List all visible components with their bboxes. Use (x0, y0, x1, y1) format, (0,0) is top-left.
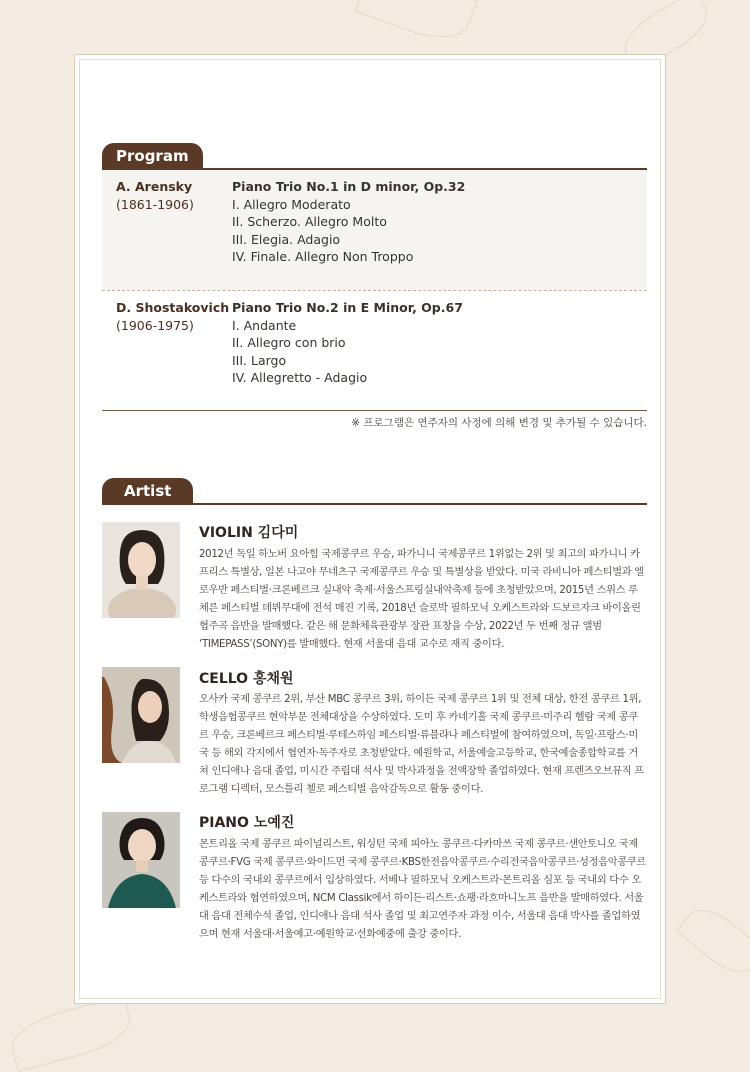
piece-title: Piano Trio No.1 in D minor, Op.32 (232, 179, 466, 194)
program-bottom-rule (102, 410, 647, 411)
movement: II. Scherzo. Allegro Molto (232, 214, 387, 229)
program-note: ※ 프로그램은 연주자의 사정에 의해 변경 및 추가될 수 있습니다. (351, 417, 647, 429)
movement: IV. Finale. Allegro Non Troppo (232, 249, 414, 264)
piece-title: Piano Trio No.2 in E Minor, Op.67 (232, 300, 463, 315)
program-item-1 (102, 170, 647, 290)
composer-years: (1906-1975) (116, 318, 194, 333)
background-leaf-decoration (6, 995, 136, 1072)
artist-heading: CELLO 홍채원 (199, 671, 294, 687)
movement: III. Elegia. Adagio (232, 231, 341, 247)
artist-heading: PIANO 노예진 (199, 815, 295, 831)
program-section-tab: Program (102, 143, 203, 169)
composer-block (116, 299, 229, 335)
artist-bio: 몬트리올 국제 콩쿠르 파이널리스트, 워싱턴 국제 피아노 콩쿠르·다카마쓰 국제 콩쿠르·샌안토니오 국제 콩쿠르·FVG 국제 콩쿠르·와이드먼 국제 콩쿠르·KBS한전음악콩쿠르·수리전국음악콩쿠르·성정음악콩쿠르 등 다수의 국내외 콩쿠르에서 입상하였다. 서베나 필하모닉 오케스트라·몬트리올 심포 등 국내외 다수 오케스트라와 협연하였으며, NCM Classik에서 하이든·리스트·쇼팽·라흐마니노프 음반을 발매하였다. 서울대 음대 전체수석 졸업, 인디애나 음대 석사 졸업 및 최고연주자 과정 이수, 서울대 음대 박사를 졸업하였으며 현재 서울대·서울예고·예원학교·선화예중에 출강 중이다. (199, 839, 646, 940)
artist-bio: 2012년 독일 하노버 요아힘 국제콩쿠르 우승, 파가니니 국제콩쿠르 1위없는 2위 및 최고의 파가니니 카프리스 특별상, 일본 나고야 무네츠구 국제콩쿠르 우승 및 특별상을 받았다. 미국 라비니아 페스티벌과 엘로우반 페스티벌·크론베르크 실내악 축제·서울스프링실내악축제 등에 초청받았으며, 2015년 스위스 루체른 페스티벌 데뷔무대에 전석 매진 기록, 2018년 슬로박 필하모닉 오케스트라와 드보르자크 바이올린 협주곡 음반을 발매했다. 같은 해 문화체육관광부 장관 표창을 수상, 2022년 두 번째 정규 앨범 ‘TIMEPASS’(SONY)를 발매했다. 현재 서울대 음대 교수로 재직 중이다. (199, 549, 644, 650)
composer-years: (1861-1906) (116, 197, 194, 212)
composer-block (116, 178, 194, 214)
cellist-photo (102, 667, 180, 763)
movement: II. Allegro con brio (232, 335, 346, 350)
piece-block (232, 299, 463, 387)
artist-heading: VIOLIN 김다미 (199, 525, 299, 541)
movement: I. Andante (232, 317, 297, 333)
artist-bio: 오사카 국제 콩쿠르 2위, 부산 MBC 콩쿠르 3위, 하이든 국제 콩쿠르 1위 및 전체 대상, 한전 콩쿠르 1위, 학생음협콩쿠르 현악부문 전체대상을 수상하였다. 도미 후 카네기홀 국제 콩쿠르·미주리 헬람 국제 콩쿠르 우승, 크론베르크 페스티벌·루테스하임 페스티벌·류블랴나 페스티벌에 참여하였으며, 독일·프랑스·미국 등 해외 각지에서 협연자·독주자로 초청받았다. 예원학교, 서울예술고등학교, 한국예술종합학교를 거쳐 인디애나 음대 졸업, 미시간 주립대 석사 및 박사과정을 전액장학 졸업하였다. 현재 프렌즈오브뮤직 프로그램 디렉터, 모스틀리 첼로 페스티벌 음악감독으로 활동 중이다. (199, 694, 644, 795)
program-item-2 (102, 291, 647, 409)
background-leaf-decoration (676, 899, 750, 984)
composer-name: A. Arensky (116, 179, 193, 194)
movement: IV. Allegretto - Adagio (232, 370, 368, 385)
pianist-photo (102, 812, 180, 908)
movement: I. Allegro Moderato (232, 196, 351, 212)
artist-section-rule (102, 503, 647, 505)
background-leaf-decoration (354, 0, 477, 50)
piece-block (232, 178, 465, 266)
violinist-photo (102, 522, 180, 618)
composer-name: D. Shostakovich (116, 300, 230, 315)
movement: III. Largo (232, 352, 287, 368)
artist-section-tab: Artist (102, 478, 193, 504)
